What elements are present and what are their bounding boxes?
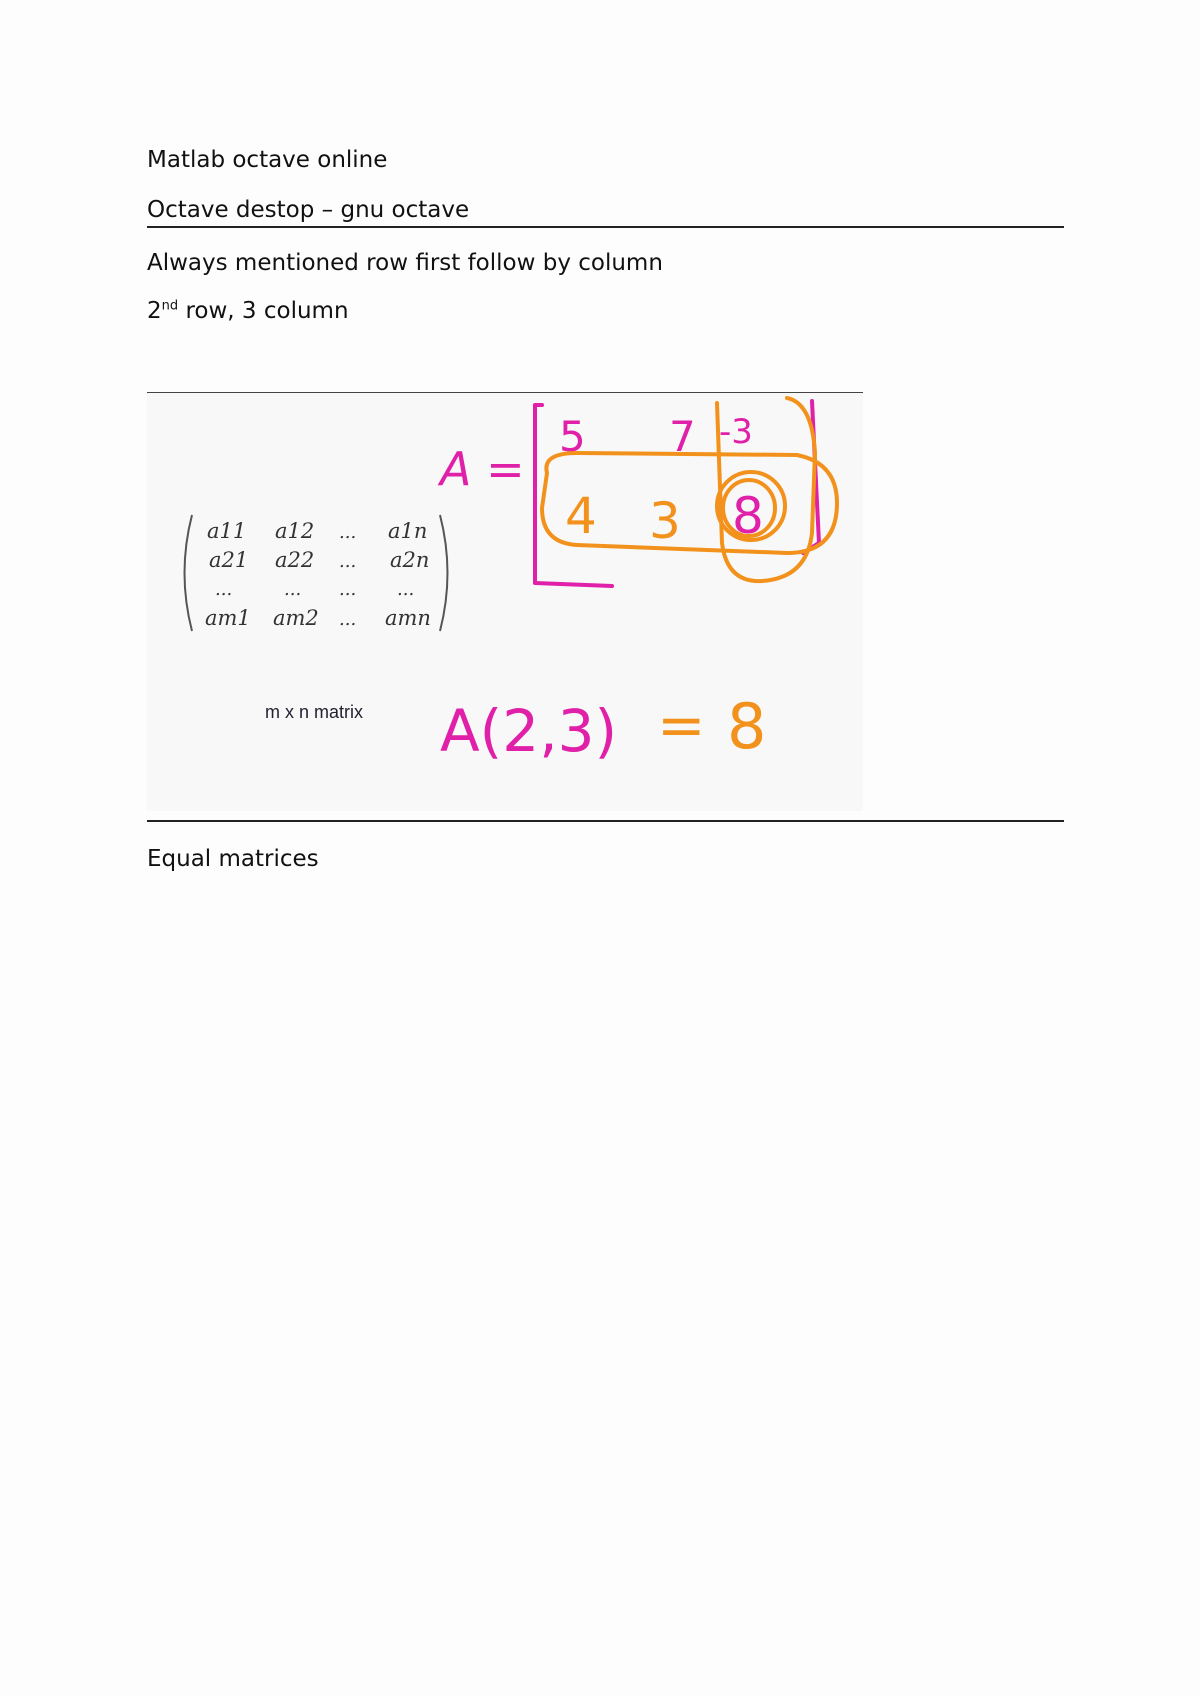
matrix-cell: am2 (273, 606, 319, 630)
matrix-cell: a22 (275, 548, 315, 572)
matrix-cell: ... (284, 579, 302, 600)
matrix-cell: a12 (275, 519, 315, 543)
handwritten-cell: 7 (669, 412, 696, 461)
line-title: Matlab octave online (147, 147, 388, 173)
row-column-text: row, 3 column (178, 298, 349, 324)
ordinal-number: 2 (147, 298, 162, 324)
handwritten-equation: A(2,3) (440, 697, 618, 765)
line-row-column-example (147, 297, 349, 325)
matrix-cell: a2n (390, 548, 430, 572)
matrix-figure (147, 392, 863, 811)
matrix-cell: a21 (209, 548, 249, 572)
matrix-cell: ... (339, 522, 357, 543)
line-equal-matrices: Equal matrices (147, 846, 319, 872)
handwritten-cell: 5 (559, 412, 586, 461)
handwritten-cell: -3 (719, 412, 753, 452)
handwritten-matrix-label: A = (440, 442, 525, 496)
handwritten-equals: = (657, 691, 706, 759)
matrix-cell: ... (339, 551, 357, 572)
ordinal-suffix: nd (161, 298, 179, 314)
matrix-cell: ... (339, 579, 357, 600)
handwritten-cell: 3 (649, 492, 681, 550)
handwritten-result: 8 (727, 690, 767, 763)
matrix-caption: m x n matrix (265, 702, 364, 722)
line-row-first: Always mentioned row first follow by column (147, 250, 663, 276)
matrix-cell: ... (339, 609, 357, 630)
matrix-cell: ... (215, 579, 233, 600)
matrix-figure-svg (147, 393, 863, 811)
handwritten-cell-target: 8 (732, 487, 764, 545)
matrix-cell: ... (397, 579, 415, 600)
matrix-cell: amn (385, 606, 431, 630)
line-octave-desktop: Octave destop – gnu octave (147, 197, 470, 223)
right-paren (440, 515, 448, 631)
horizontal-rule-1 (147, 226, 1064, 228)
matrix-cell: am1 (205, 606, 251, 630)
matrix-cell: a1n (388, 519, 428, 543)
horizontal-rule-2 (147, 820, 1064, 822)
matrix-cell: a11 (207, 519, 247, 543)
handwritten-cell: 4 (565, 487, 597, 545)
left-paren (185, 515, 193, 631)
